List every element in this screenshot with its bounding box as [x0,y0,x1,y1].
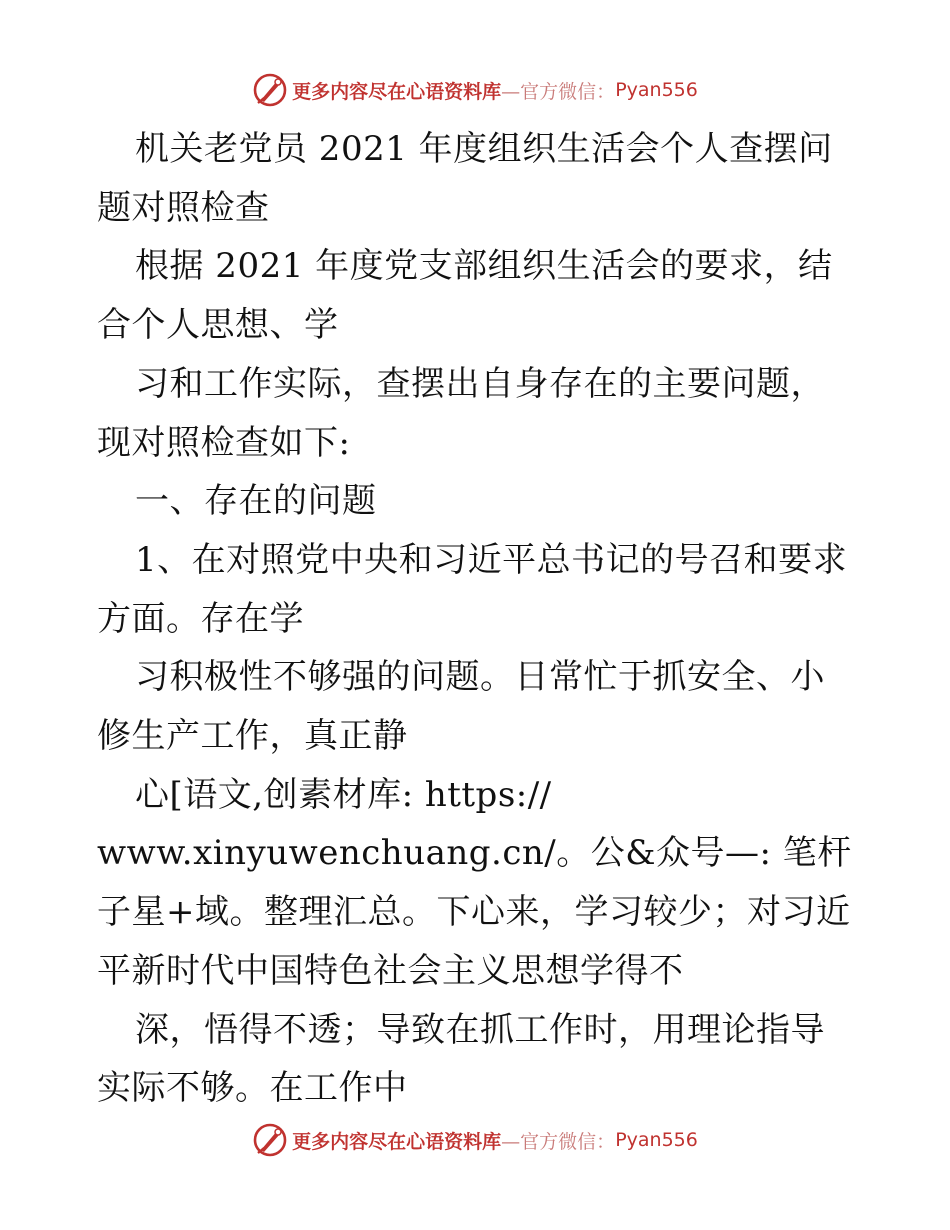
header-watermark [0,70,950,110]
paragraph: 心[语文,创素材库: https:// [135,774,552,815]
footer-watermark [0,1120,950,1160]
quill-pen-icon [252,1122,288,1158]
paragraph: 习积极性不够强的问题。日常忙于抓安全、小修生产工作，真正静 [97,657,825,757]
watermark-text: 更多内容尽在心语资料库 [292,1130,502,1153]
watermark-text: 更多内容尽在心语资料库 [292,80,502,103]
watermark-separator: —官方微信： [501,1130,616,1153]
quill-pen-icon [252,72,288,108]
document-title: 机关老党员 2021 年度组织生活会个人查摆问题对照检查 [97,129,833,228]
document-body [97,120,857,1118]
wechat-id: Pyan556 [615,79,698,101]
paragraph: 根据 2021 年度党支部组织生活会的要求，结合个人思想、学 [97,246,833,346]
wechat-id: Pyan556 [615,1129,698,1151]
paragraph: www.xinyuwenchuang.cn/。公&众号—: 笔杆子星+域。整理汇总。下心来，学习较少；对习近平新时代中国特色社会主义思想学得不 [97,833,852,991]
watermark-separator: —官方微信： [501,80,616,103]
paragraph: 深，悟得不透；导致在抓工作时，用理论指导实际不够。在工作中 [97,1009,825,1109]
paragraph: 1、在对照党中央和习近平总书记的号召和要求方面。存在学 [97,539,848,639]
section-heading: 一、存在的问题 [135,481,377,522]
paragraph: 习和工作实际，查摆出自身存在的主要问题，现对照检查如下: [97,363,825,463]
